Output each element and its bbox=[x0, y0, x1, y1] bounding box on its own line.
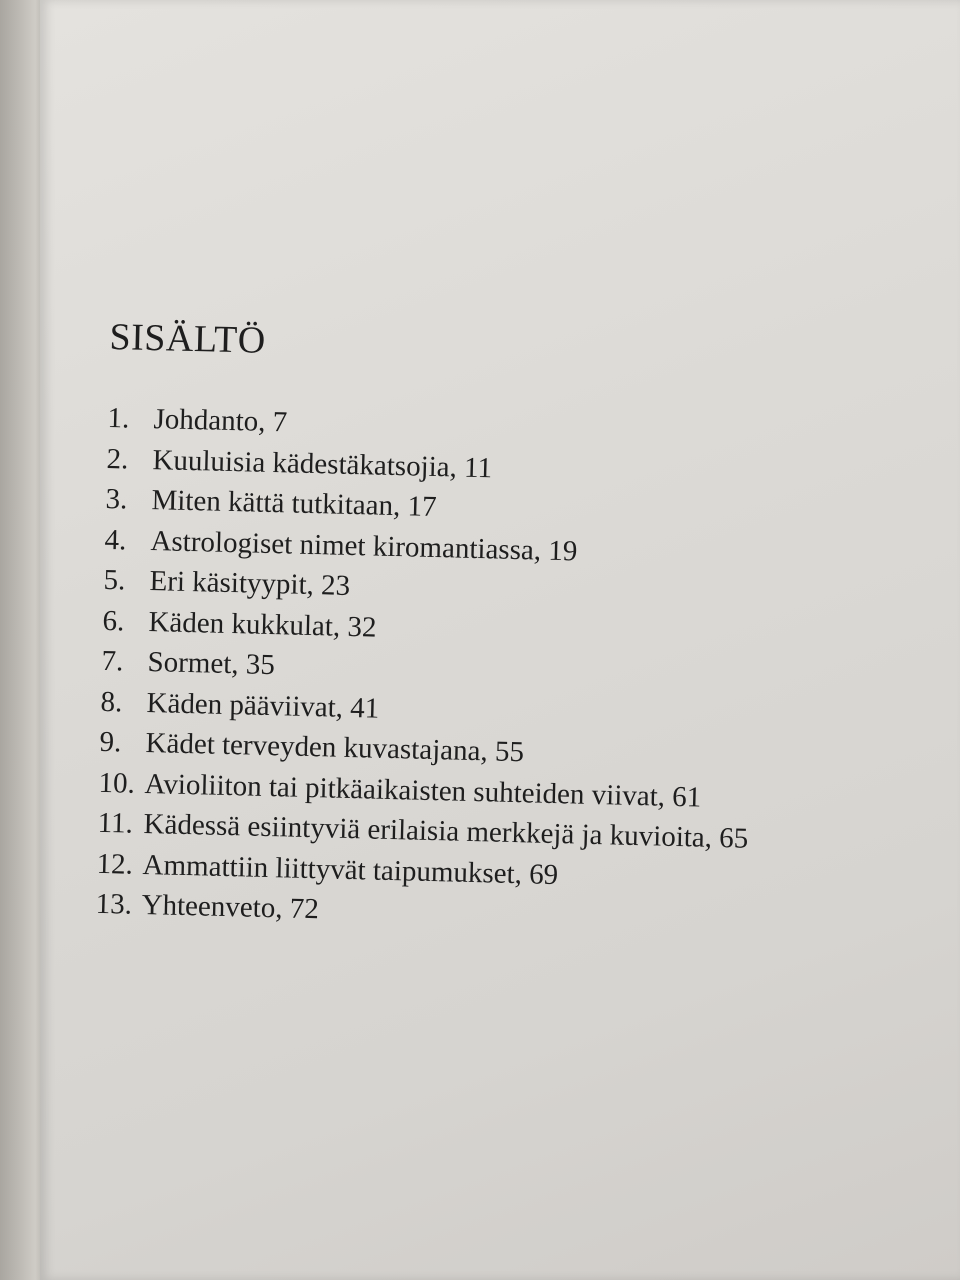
book-spine bbox=[0, 0, 44, 1280]
toc-item-number: 7. bbox=[101, 644, 124, 678]
toc-item-number: 5. bbox=[103, 563, 126, 597]
toc-item-text: Yhteenveto, 72 bbox=[141, 888, 320, 926]
toc-item-text: Ammattiin liittyvät taipumukset, 69 bbox=[142, 848, 559, 891]
toc-item-number: 6. bbox=[102, 604, 125, 637]
toc-item-text: Käden pääviivat, 41 bbox=[146, 686, 380, 725]
page-title: SISÄLTÖ bbox=[109, 316, 267, 362]
toc-item-number: 12. bbox=[96, 847, 134, 881]
toc-item-number: 10. bbox=[98, 766, 136, 800]
toc-item-text: Kädessä esiintyviä erilaisia merkkejä ja kuvioita, 65 bbox=[143, 807, 749, 855]
toc-item-text: Astrologiset nimet kiromantiassa, 19 bbox=[150, 524, 578, 567]
toc-item-number: 13. bbox=[95, 887, 133, 921]
toc-item-text: Kuuluisia kädestäkatsojia, 11 bbox=[152, 443, 493, 484]
toc-item-number: 8. bbox=[100, 685, 123, 718]
toc-list bbox=[95, 398, 908, 944]
toc-item-number: 3. bbox=[105, 482, 128, 516]
toc-item-text: Miten kättä tutkitaan, 17 bbox=[151, 484, 437, 524]
toc-item-number: 11. bbox=[97, 806, 134, 840]
toc-item-text: Kädet terveyden kuvastajana, 55 bbox=[145, 727, 525, 769]
table-of-contents bbox=[95, 318, 910, 944]
toc-item-text: Johdanto, 7 bbox=[153, 403, 288, 439]
toc-item-text: Sormet, 35 bbox=[147, 646, 276, 682]
toc-item-text: Käden kukkulat, 32 bbox=[148, 605, 377, 644]
toc-item-text: Eri käsityypit, 23 bbox=[149, 565, 351, 602]
toc-item-number: 4. bbox=[104, 523, 127, 556]
toc-item-number: 2. bbox=[106, 442, 129, 475]
toc-item-text: Avioliiton tai pitkäaikaisten suhteiden viivat, 61 bbox=[144, 767, 702, 814]
book-page bbox=[40, 0, 960, 1280]
toc-item-number: 9. bbox=[99, 725, 122, 759]
toc-item-number: 1. bbox=[107, 401, 130, 435]
